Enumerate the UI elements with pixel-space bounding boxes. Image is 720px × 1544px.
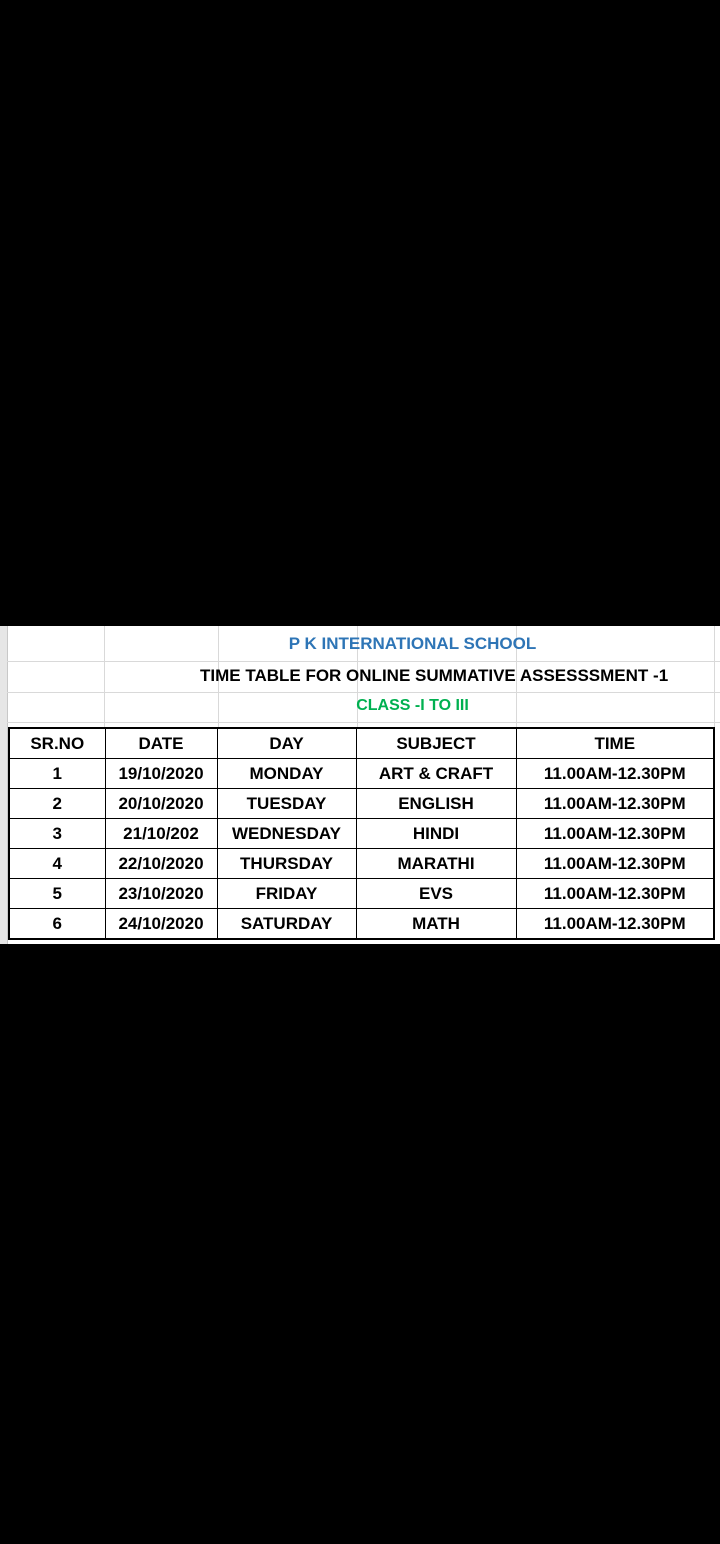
cell-srno: 1 <box>9 759 105 789</box>
header-srno: SR.NO <box>9 728 105 759</box>
cell-date: 20/10/2020 <box>105 789 217 819</box>
table-row <box>9 759 714 789</box>
class-range: CLASS -I TO III <box>356 697 469 714</box>
cell-subject: MATH <box>356 909 516 940</box>
header-date: DATE <box>105 728 217 759</box>
cell-time: 11.00AM-12.30PM <box>516 909 714 940</box>
header-subject: SUBJECT <box>356 728 516 759</box>
cell-subject: EVS <box>356 879 516 909</box>
table-row <box>9 789 714 819</box>
gridline <box>7 722 720 723</box>
cell-day: WEDNESDAY <box>217 819 356 849</box>
table-row <box>9 879 714 909</box>
header-time: TIME <box>516 728 714 759</box>
cell-time: 11.00AM-12.30PM <box>516 759 714 789</box>
row-header-strip <box>0 626 8 944</box>
cell-srno: 4 <box>9 849 105 879</box>
school-name: P K INTERNATIONAL SCHOOL <box>288 634 537 653</box>
cell-day: SATURDAY <box>217 909 356 940</box>
cell-day: MONDAY <box>217 759 356 789</box>
cell-time: 11.00AM-12.30PM <box>516 849 714 879</box>
cell-subject: ART & CRAFT <box>356 759 516 789</box>
cell-subject: MARATHI <box>356 849 516 879</box>
cell-srno: 3 <box>9 819 105 849</box>
cell-date: 22/10/2020 <box>105 849 217 879</box>
cell-date: 24/10/2020 <box>105 909 217 940</box>
cell-date: 19/10/2020 <box>105 759 217 789</box>
cell-time: 11.00AM-12.30PM <box>516 879 714 909</box>
table-row <box>9 909 714 940</box>
gridline <box>7 661 720 662</box>
table-row <box>9 849 714 879</box>
header-day: DAY <box>217 728 356 759</box>
cell-srno: 2 <box>9 789 105 819</box>
table-header-row <box>9 728 714 759</box>
cell-day: THURSDAY <box>217 849 356 879</box>
cell-subject: ENGLISH <box>356 789 516 819</box>
cell-srno: 6 <box>9 909 105 940</box>
cell-subject: HINDI <box>356 819 516 849</box>
gridline <box>7 692 720 693</box>
timetable-subtitle: TIME TABLE FOR ONLINE SUMMATIVE ASSESSSMENT -1 <box>200 666 669 685</box>
cell-day: FRIDAY <box>217 879 356 909</box>
cell-time: 11.00AM-12.30PM <box>516 789 714 819</box>
cell-date: 21/10/202 <box>105 819 217 849</box>
table-row <box>9 819 714 849</box>
timetable-table <box>8 727 715 940</box>
spreadsheet-view <box>0 626 720 944</box>
cell-day: TUESDAY <box>217 789 356 819</box>
cell-srno: 5 <box>9 879 105 909</box>
cell-time: 11.00AM-12.30PM <box>516 819 714 849</box>
cell-date: 23/10/2020 <box>105 879 217 909</box>
